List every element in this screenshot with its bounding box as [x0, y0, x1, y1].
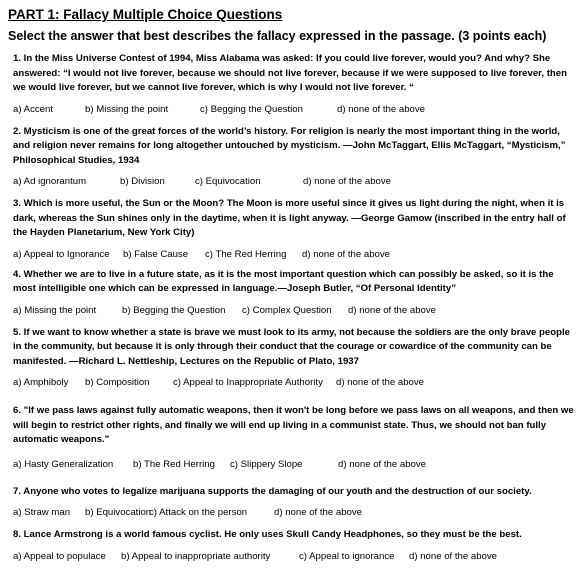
- option-a[interactable]: a) Straw man: [13, 507, 71, 518]
- quiz-page: [8, 6, 578, 564]
- option-b[interactable]: b) Missing the point: [85, 103, 169, 115]
- options-7: [8, 506, 578, 520]
- option-c[interactable]: c) Attack on the person: [149, 507, 248, 518]
- option-d[interactable]: d) none of the above: [274, 507, 363, 518]
- question-5: 5. If we want to know whether a state is brave we must look to its army, not because the soldiers are the only brave people in the community, but because it is only through their conduct that the courage or cowardice of the community can be manifested. —Richard L. Nettleship, Lectures on the Republic of Plato, 1937: [13, 326, 570, 367]
- part-title: PART 1: Fallacy Multiple Choice Questions: [8, 7, 283, 22]
- options-5: [8, 376, 578, 390]
- option-b[interactable]: b) Equivocation: [85, 507, 152, 518]
- option-b[interactable]: b) The Red Herring: [133, 458, 215, 470]
- option-c[interactable]: c) The Red Herring: [205, 248, 287, 260]
- question-4: 4. Whether we are to live in a future state, as it is the most important question which can possibly be asked, so it is the most intelligible one which can be expressed in language.—Joseph Butler, “Of Personal Identity”: [13, 268, 554, 294]
- question-3: 3. Which is more useful, the Sun or the Moon? The Moon is more useful since it gives us light during the night, when it is dark, whereas the Sun shines only in the daytime, when it is light anyway. —George Gamow (inscribed in the entry hall of the Hayden Planetarium, New York City): [13, 198, 566, 238]
- option-a[interactable]: a) Appeal to Ignorance: [13, 248, 110, 260]
- option-c[interactable]: c) Appeal to ignorance: [299, 550, 395, 562]
- option-c[interactable]: c) Appeal to Inappropriate Authority: [173, 377, 323, 388]
- option-c[interactable]: c) Slippery Slope: [230, 458, 303, 470]
- option-b[interactable]: b) Composition: [85, 377, 150, 388]
- options-6: [8, 458, 578, 472]
- option-a[interactable]: a) Ad ignorantum: [13, 176, 87, 187]
- option-a[interactable]: a) Amphiboly: [13, 377, 69, 388]
- options-3: [8, 248, 578, 262]
- option-c[interactable]: c) Begging the Question: [200, 103, 303, 115]
- option-b[interactable]: b) Begging the Question: [122, 304, 226, 316]
- option-d[interactable]: d) none of the above: [409, 550, 498, 562]
- option-a[interactable]: a) Hasty Generalization: [13, 458, 114, 470]
- question-7: 7. Anyone who votes to legalize marijuana supports the damaging of our youth and the destruction of our society.: [13, 485, 532, 497]
- option-b[interactable]: b) False Cause: [123, 248, 189, 260]
- options-8: [8, 550, 578, 564]
- question-6: 6. "If we pass laws against fully automatic weapons, then it won't be long before we pass laws on all weapons, and then we will begin to restrict other rights, and finally we will end up living in a communist state. Thus, we should not ban fully automatic weapons.": [13, 405, 574, 445]
- option-b[interactable]: b) Appeal to inappropriate authority: [121, 550, 271, 562]
- option-a[interactable]: a) Appeal to populace: [13, 550, 106, 562]
- question-8: 8. Lance Armstrong is a world famous cyclist. He only uses Skull Candy Headphones, so they must be the best.: [13, 529, 522, 540]
- option-d[interactable]: d) none of the above: [336, 377, 425, 388]
- option-c[interactable]: c) Complex Question: [242, 304, 332, 316]
- option-d[interactable]: d) none of the above: [337, 103, 426, 115]
- option-a[interactable]: a) Accent: [13, 103, 53, 115]
- instruction: Select the answer that best describes the fallacy expressed in the passage. (3 points each): [8, 29, 547, 43]
- options-1: [8, 103, 578, 117]
- question-2: 2. Mysticism is one of the great forces of the world’s history. For religion is nearly the most important thing in the world, and religion never remains for long altogether untouched by mysticism. —John McTaggart, Ellis McTaggart, “Mysticism,” Philosophical Studies, 1934: [13, 125, 566, 166]
- question-1: 1. In the Miss Universe Contest of 1994, Miss Alabama was asked: If you could live forever, would you? And why? She answered: “I would not live forever, because we should not live forever, because if we were supposed to live forever, then we would live forever, but we cannot live forever, which is why I would not live forever. “: [13, 53, 567, 93]
- options-2: [8, 175, 578, 189]
- option-d[interactable]: d) none of the above: [348, 304, 437, 316]
- option-d[interactable]: d) none of the above: [303, 176, 392, 187]
- option-c[interactable]: c) Equivocation: [195, 176, 261, 187]
- option-b[interactable]: b) Division: [120, 176, 165, 187]
- option-a[interactable]: a) Missing the point: [13, 304, 97, 316]
- option-d[interactable]: d) none of the above: [302, 248, 391, 260]
- options-4: [8, 304, 578, 318]
- option-d[interactable]: d) none of the above: [338, 458, 427, 470]
